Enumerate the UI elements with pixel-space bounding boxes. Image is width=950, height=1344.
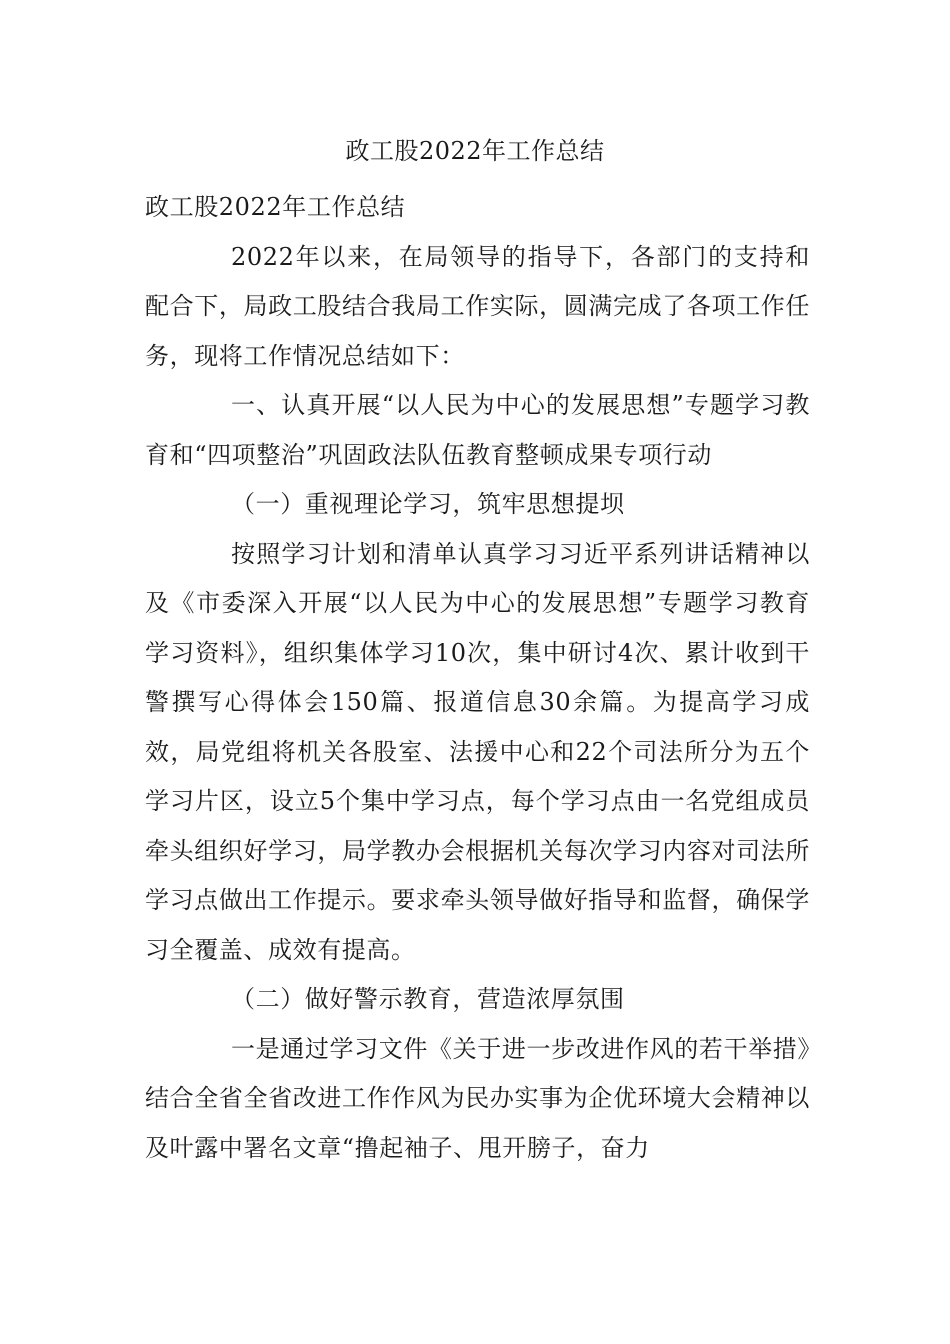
section-heading-1: 一、认真开展“以人民为中心的发展思想”专题学习教育和“四项整治”巩固政法队伍教育整顿成果专项行动: [145, 391, 810, 469]
intro-paragraph: 2022年以来，在局领导的指导下，各部门的支持和配合下，局政工股结合我局工作实际，圆满完成了各项工作任务，现将工作情况总结如下：: [145, 242, 810, 370]
subtitle-paragraph: 政工股2022年工作总结: [145, 193, 406, 221]
document-title: 政工股2022年工作总结: [345, 137, 605, 165]
body-paragraph-1: 按照学习计划和清单认真学习习近平系列讲话精神以及《市委深入开展“以人民为中心的发展思想”专题学习教育学习资料》，组织集体学习10次，集中研讨4次、累计收到干警撰写心得体会150篇、报道信息30余篇。为提高学习成效，局党组将机关各股室、法援中心和22个司法所分为五个学习片区，设立5个集中学习点，每个学习点由一名党组成员牵头组织好学习，局学教办会根据机关每次学习内容对司法所学习点做出工作提示。要求牵头领导做好指导和监督，确保学习全覆盖、成效有提高。: [145, 539, 810, 964]
subsection-heading-2: （二）做好警示教育，营造浓厚氛围: [231, 985, 625, 1013]
body-paragraph-2: 一是通过学习文件《关于进一步改进作风的若干举措》结合全省全省改进工作作风为民办实事为企优环境大会精神以及叶露中署名文章“撸起袖子、甩开膀子，奋力: [145, 1034, 810, 1162]
subsection-heading-1: （一）重视理论学习，筑牢思想提坝: [231, 490, 625, 518]
document-body: [145, 183, 810, 1173]
